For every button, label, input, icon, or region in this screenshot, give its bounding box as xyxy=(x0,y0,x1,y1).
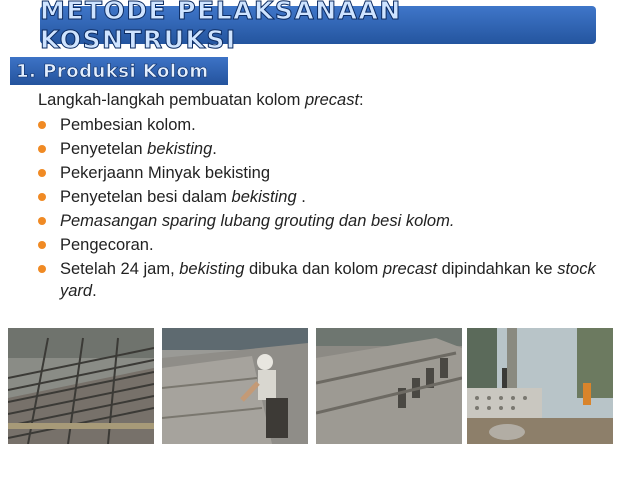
bullet-text: Setelah 24 jam, xyxy=(60,260,180,278)
bullet-text-italic: bekisting xyxy=(179,260,245,278)
bullet-text-italic: bekisting xyxy=(147,140,213,158)
photo-rebar-cage xyxy=(8,328,154,444)
bullet-text-italic: stock yard xyxy=(60,260,596,300)
bullet-text: Pengecoran. xyxy=(60,236,154,254)
bullet-item xyxy=(38,234,608,256)
bullet-item xyxy=(38,210,608,232)
bullet-text: Penyetelan xyxy=(60,140,148,158)
bullet-text: . xyxy=(212,140,217,158)
section-heading: 1. Produksi Kolom xyxy=(16,60,209,82)
title-banner xyxy=(40,0,596,54)
bullet-text: . xyxy=(296,188,306,206)
rebar-cage-image xyxy=(8,328,154,444)
bullet-icon xyxy=(38,265,46,273)
bullet-text: . xyxy=(92,282,97,300)
precast-molds-image xyxy=(316,328,462,444)
bullet-icon xyxy=(38,193,46,201)
worker-formwork-image xyxy=(162,328,308,444)
subtitle-banner xyxy=(10,57,228,85)
content-body xyxy=(38,88,608,302)
bullet-text-italic: bekisting xyxy=(231,188,297,206)
intro-italic: precast xyxy=(304,91,360,109)
photo-precast-molds xyxy=(316,328,462,444)
bullet-item xyxy=(38,186,608,208)
intro-suffix: : xyxy=(359,91,364,109)
bullet-item xyxy=(38,138,608,160)
bullet-text-italic: precast xyxy=(382,260,437,278)
bullet-item xyxy=(38,258,608,302)
photo-stock-yard xyxy=(467,328,613,444)
bullet-text: Penyetelan besi dalam xyxy=(60,188,232,206)
photo-strip xyxy=(8,328,628,444)
stock-yard-image xyxy=(467,328,613,444)
bullet-item xyxy=(38,114,608,136)
intro-text: Langkah-langkah pembuatan kolom xyxy=(38,91,305,109)
bullet-text: Pekerjaann Minyak bekisting xyxy=(60,164,271,182)
bullet-text: dipindahkan ke xyxy=(437,260,558,278)
bullet-icon xyxy=(38,121,46,129)
bullet-text: Pembesian kolom. xyxy=(60,116,196,134)
bullet-icon xyxy=(38,241,46,249)
intro-line xyxy=(38,88,608,112)
bullet-list xyxy=(38,114,608,302)
bullet-text: dibuka dan kolom xyxy=(244,260,383,278)
bullet-icon xyxy=(38,169,46,177)
slide-title: METODE PELAKSANAAN KOSNTRUKSI xyxy=(40,0,402,54)
bullet-text-italic: Pemasangan sparing lubang grouting dan besi kolom. xyxy=(60,212,455,230)
bullet-item xyxy=(38,162,608,184)
bullet-icon xyxy=(38,217,46,225)
bullet-icon xyxy=(38,145,46,153)
photo-worker-formwork xyxy=(162,328,308,444)
